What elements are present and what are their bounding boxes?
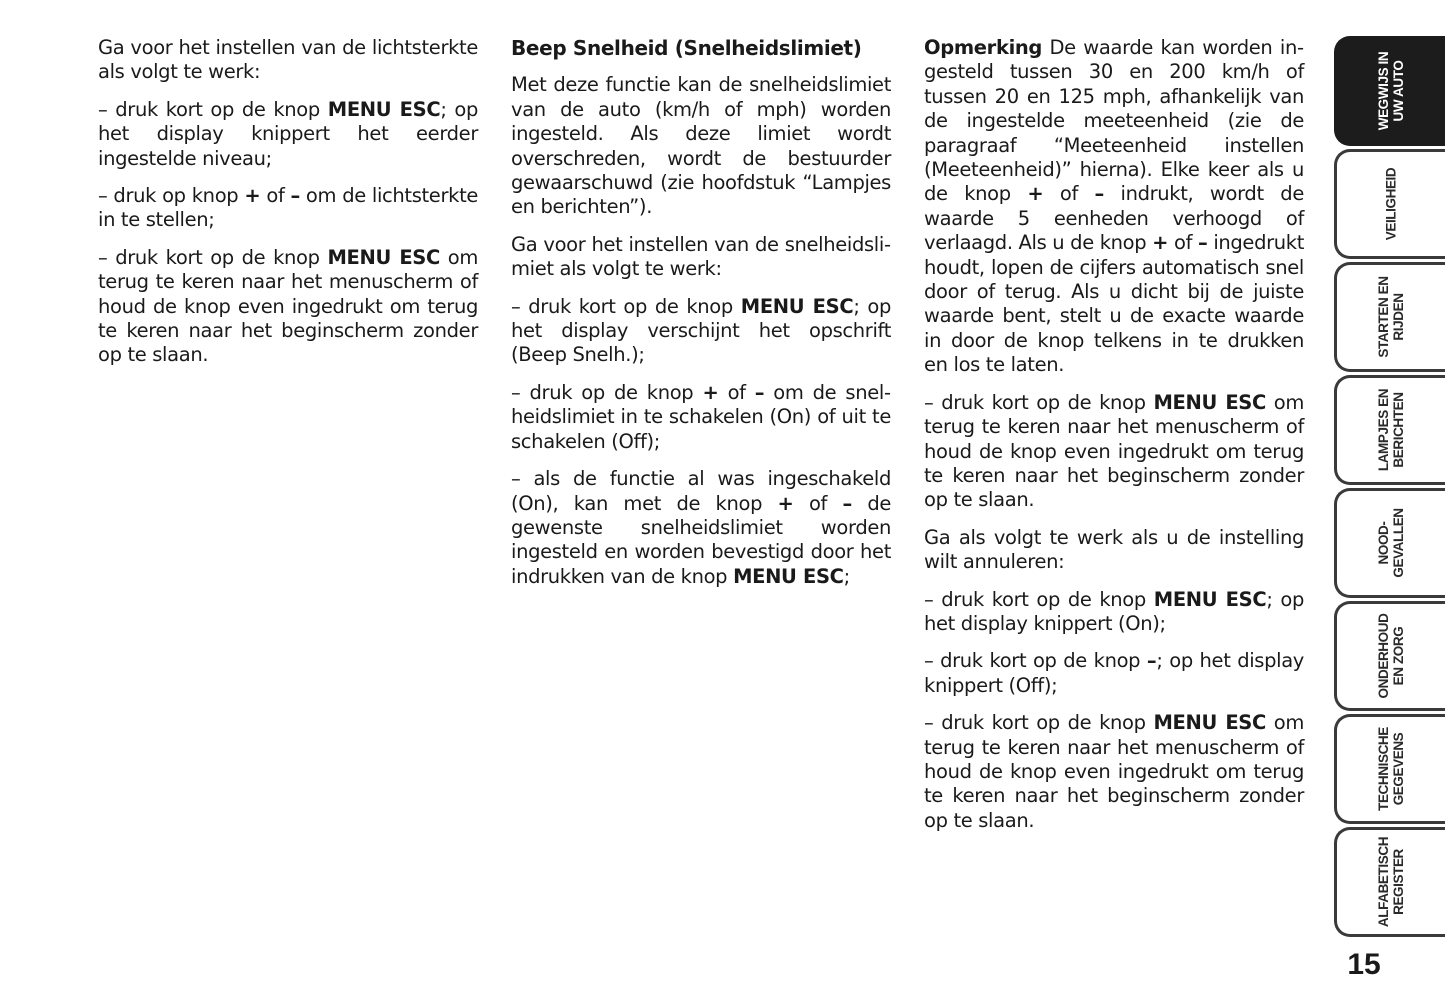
tab-veiligheid[interactable]: VEILIGHEID (1334, 149, 1445, 259)
paragraph: Ga voor het instellen van de lichtsterkte als volgt te werk: (98, 36, 478, 84)
tab-noodgevallen[interactable]: NOOD- GEVALLEN (1334, 488, 1445, 598)
column-1 (98, 36, 478, 381)
paragraph: Ga als volgt te werk als u de instelling wilt annuleren: (924, 525, 1304, 574)
paragraph: – druk kort op de knop MENU ESC om terug te keren naar het menuscherm of houd de knop even ingedrukt om terug te keren naar het beginscherm zonder op te slaan. (924, 390, 1304, 512)
paragraph: – druk kort op de knop MENU ESC; op het display verschijnt het opschrift (Beep Snelh.); (511, 294, 891, 367)
paragraph: – druk op knop + of – om de lichtsterkte in te stellen; (98, 184, 479, 232)
paragraph: – druk kort op de knop MENU ESC; op het display knippert het eerder ingestelde niveau; (98, 97, 478, 170)
page-number: 15 (1347, 948, 1381, 981)
tab-technische-gegevens[interactable]: TECHNISCHE GEGEVENS (1334, 714, 1445, 824)
paragraph: – druk kort op de knop MENU ESC om terug te keren naar het menuscherm of houd de knop even ingedrukt om terug te keren naar het beginscherm zonder op te slaan. (924, 711, 1304, 832)
column-2 (511, 36, 891, 602)
tab-wegwijs-in-uw-auto[interactable]: WEGWIJS IN UW AUTO (1334, 36, 1445, 146)
paragraph: – druk op de knop + of – om de snelheidslimiet in te schakelen (On) of uit te schakelen (Off); (511, 380, 892, 453)
column-3 (924, 36, 1304, 846)
paragraph: Ga voor het instellen van de snelheidslimiet als volgt te werk: (511, 232, 891, 281)
paragraph: Met deze functie kan de snelheidslimiet van de auto (km/h of mph) worden ingesteld. Als deze limiet wordt overschreden, wordt de bestuurder gewaarschuwd (zie hoofdstuk “Lampjes en berichten”). (511, 73, 891, 219)
paragraph: – druk kort op de knop MENU ESC om terug te keren naar het menuscherm of houd de knop even ingedrukt om terug te keren naar het beginscherm zonder op te slaan. (98, 245, 478, 367)
section-heading: Beep Snelheid (Snelheidslimiet) (511, 36, 862, 60)
tab-starten-en-rijden[interactable]: STARTEN EN RIJDEN (1334, 262, 1445, 372)
paragraph: – als de functie al was ingeschakeld (On), kan met de knop + of – de gewenste snelheidslimiet worden ingesteld en worden bevestigd door het indrukken van de knop MENU ESC; (511, 467, 891, 588)
paragraph: – druk kort op de knop MENU ESC; op het display knippert (On); (924, 587, 1304, 635)
tab-alfabetisch-register[interactable]: ALFABETISCH REGISTER (1334, 827, 1445, 937)
tab-lampjes-en-berichten[interactable]: LAMPJES EN BERICHTEN (1334, 375, 1445, 485)
paragraph: – druk kort op de knop –; op het display knippert (Off); (924, 649, 1304, 697)
tab-onderhoud-en-zorg[interactable]: ONDERHOUD EN ZORG (1334, 601, 1445, 711)
paragraph: Opmerking De waarde kan worden ingesteld tussen 30 en 200 km/h of tussen 20 en 125 mph, afhankelijk van de ingestelde meeteenheid (zie de paragraaf “Meeteenheid instellen (Meeteenheid)” hierna). Elke keer als u de knop + of – indrukt, wordt de waarde 5 eenheden verhoogd of verlaagd. Als u de knop + of – ingedrukt houdt, lopen de cijfers automatisch snel door of terug. Als u dicht bij de juiste waarde bent, stelt u de exacte waarde in door de knop telkens in te drukken en los te laten. (924, 36, 1305, 377)
